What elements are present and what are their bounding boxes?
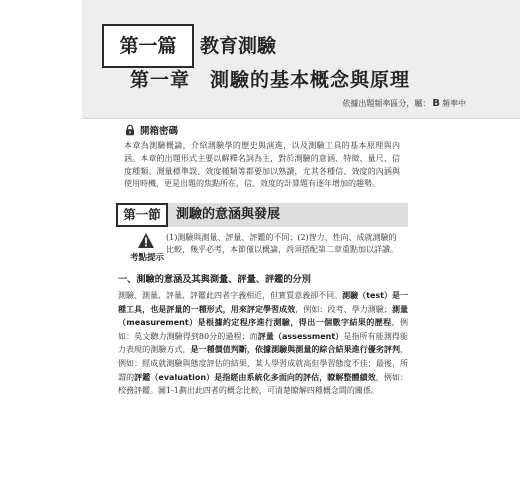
body-text-1: 測驗、測量、評量、評鑑此四者字義相近，但實質意義卻不同。 [118,291,343,300]
term-evaluation: 評鑑（evaluation）是指經由系統化多面向的評估，瞭解整體績效 [134,372,376,382]
frequency-suffix: 頻率中 [442,99,466,108]
body-text-6: ，例如：校務評鑑。圖1-1劃出此四者的概念比較，可清楚瞭解四種概念間的關係。 [118,372,409,396]
subsection-title: 一、測驗的意涵及其與測量、評量、評鑑的分別 [118,274,311,285]
tips-title: 開箱密碼 [140,126,179,137]
body-text-4: 是指所有能測得能力表現的測驗方式， [118,331,409,355]
body-text-3: ，例如：英文聽力測驗得到80分的過程；而 [118,318,408,341]
body-text-2: ，例如：段考、學力測驗； [295,304,392,314]
part-title: 教育測驗 [200,35,277,57]
tips-heading [124,124,178,138]
warning-icon [137,232,155,249]
chapter-title: 第一章 測驗的基本概念與原理 [130,69,411,91]
term-assessment-definition: 是一種價值判斷，依據測驗與測量的綜合結果進行優劣評判 [190,345,400,355]
frequency-note [278,98,466,110]
body-text-5: ，例如：經成就測驗與態度評估的結果，某人學習成就高但學習態度不佳；最後，所謂的 [118,345,408,382]
section-label: 第一節 [116,203,168,227]
term-assessment: 評量（assessment） [257,331,344,341]
part-label: 第一篇 [102,24,194,68]
key-point-body: (1)測驗與測量、評量、評鑑的不同；(2)智力、性向、成就測驗的比較，幾乎必考，本節僅以概論，尚須搭配第二章重點加以詳讀。 [166,233,398,255]
section-title: 測驗的意涵與發展 [176,207,281,222]
body-paragraph [118,289,408,398]
frequency-prefix: 依據出題頻率區分，屬： [342,99,431,108]
lock-icon [124,124,136,136]
term-measurement: 測量（measurement）是根據約定程序進行測驗，得出一個數字結果的歷程 [118,304,409,328]
term-test: 測驗（test）是一種工具，也是評量的一種形式，用來評定學習成效 [118,291,409,314]
tips-body: 本章為測驗概論，介紹測驗學的歷史與演進，以及測驗工具的基本原理與內涵。本章的出題形式主要以解釋名詞為主，對於測驗的意涵、特徵、量尺、信度種類、測量標準誤、效度種類等都要加以熟讀，尤其各種信、效度的內涵與使用時機，更是出題的焦點所在，信、效度的計算題有逐年增加的趨勢。 [124,141,400,189]
key-point-label: 考點提示 [129,253,164,263]
frequency-grade: B [432,98,440,109]
